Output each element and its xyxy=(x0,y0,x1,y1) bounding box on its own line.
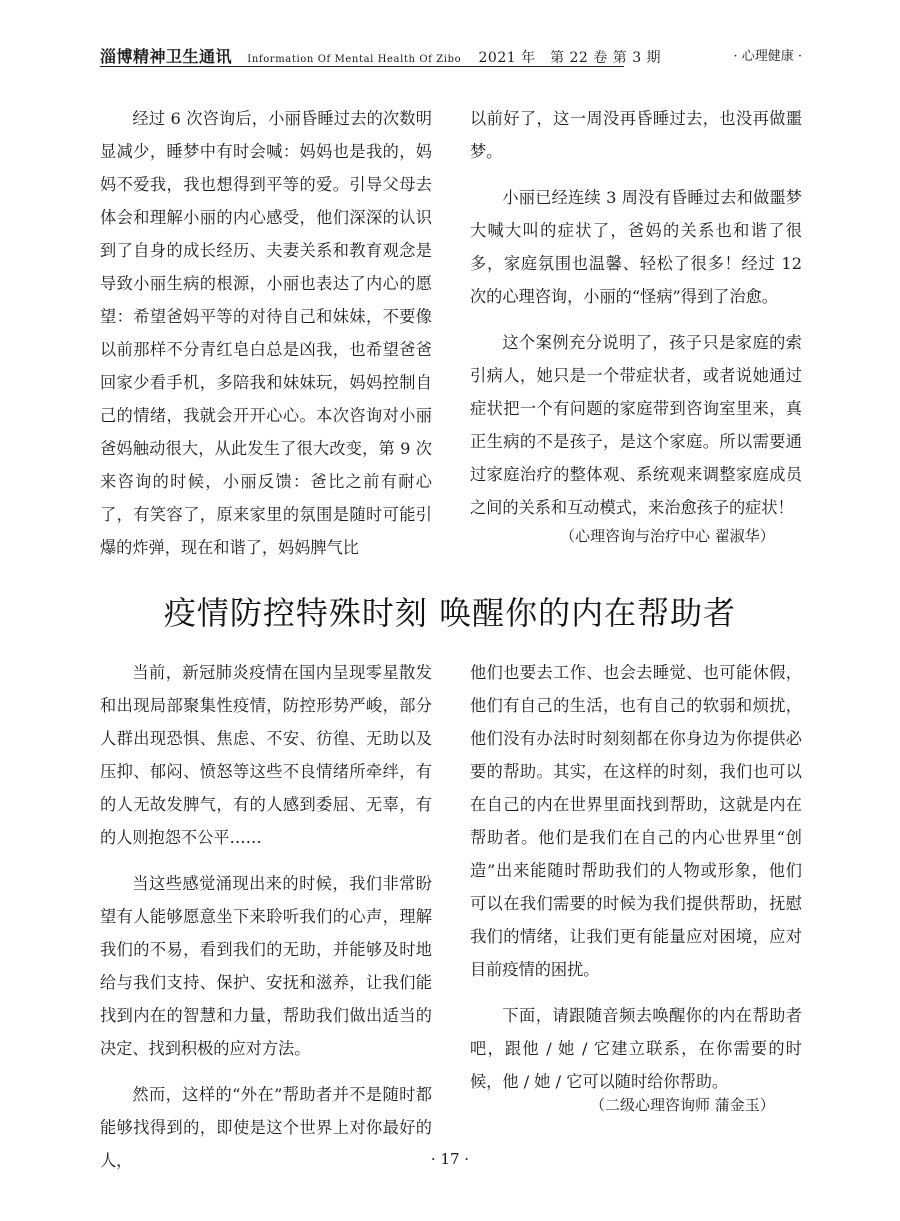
section-label: · 心理健康 · xyxy=(733,49,802,64)
paragraph: 以前好了，这一周没再昏睡过去，也没再做噩梦。 xyxy=(470,109,802,161)
article2-left-column xyxy=(100,656,432,1177)
paragraph: 当这些感觉涌现出来的时候，我们非常盼望有人能够愿意坐下来聆听我们的心声，理解我们的不易，看到我们的无助，并能够及时地给与我们支持、保护、安抚和滋养，让我们能找到内在的智慧和力量，帮助我们做出适当的决定、找到积极的应对方法。 xyxy=(100,874,432,1058)
header-rule xyxy=(100,66,624,67)
paragraph: 这个案例充分说明了，孩子只是家庭的索引病人，她只是一个带症状者，或者说她通过症状把一个有问题的家庭带到咨询室里来，真正生病的不是孩子，是这个家庭。所以需要通过家庭治疗的整体观、系统观来调整家庭成员之间的关系和互动模式，来治愈孩子的症状！ xyxy=(470,333,802,517)
running-header xyxy=(100,44,800,66)
paragraph: 经过 6 次咨询后，小丽昏睡过去的次数明显减少，睡梦中有时会喊：妈妈也是我的，妈妈不爱我，我也想得到平等的爱。引导父母去体会和理解小丽的内心感受，他们深深的认识到了自身的成长经历、夫妻关系和教育观念是导致小丽生病的根源，小丽也表达了内心的愿望：希望爸妈平等的对待自己和妹妹，不要像以前那样不分青红皂白总是凶我，也希望爸爸回家少看手机，多陪我和妹妹玩，妈妈控制自己的情绪，我就会开开心心。本次咨询对小丽爸妈触动很大，从此发生了很大改变，第 9 次来咨询的时候，小丽反馈：爸比之前有耐心了，有笑容了，原来家里的氛围是随时可能引爆的炸弹，现在和谐了，妈妈脾气比 xyxy=(100,109,432,557)
issue-info: 2021 年 第 22 卷 第 3 期 xyxy=(478,50,662,66)
paragraph: 下面，请跟随音频去唤醒你的内在帮助者吧，跟他 / 她 / 它建立联系，在你需要的时候，他 / 她 / 它可以随时给你帮助。 xyxy=(470,1006,802,1091)
journal-title: 淄博精神卫生通讯 xyxy=(100,47,233,66)
page-number: · 17 · xyxy=(430,1150,470,1168)
header-left xyxy=(100,44,661,67)
paragraph: 然而，这样的“外在”帮助者并不是随时都能够找得到的，即使是这个世界上对你最好的人， xyxy=(100,1085,432,1170)
article2-title: 疫情防控特殊时刻 唤醒你的内在帮助者 xyxy=(163,594,737,632)
paragraph: 他们也要去工作、也会去睡觉、也可能休假，他们有自己的生活，也有自己的软弱和烦扰，他们没有办法时时刻刻都在你身边为你提供必要的帮助。其实，在这样的时刻，我们也可以在自己的内在世界里面找到帮助，这就是内在帮助者。他们是我们在自己的内心世界里“创造”出来能随时帮助我们的人物或形象，他们可以在我们需要的时候为我们提供帮助，抚慰我们的情绪，让我们更有能量应对困境，应对目前疫情的困扰。 xyxy=(470,663,802,979)
paragraph: 当前，新冠肺炎疫情在国内呈现零星散发和出现局部聚集性疫情，防控形势严峻，部分人群出现恐惧、焦虑、不安、彷徨、无助以及压抑、郁闷、愤怒等这些不良情绪所牵绊，有的人无故发脾气，有的人感到委屈、无辜，有的人则抱怨不公平…… xyxy=(100,663,432,847)
article1-right-column xyxy=(470,102,802,524)
journal-english-title: Information Of Mental Health Of Zibo xyxy=(247,54,462,65)
article2-signature: （二级心理咨询师 蒲金玉） xyxy=(590,1096,775,1114)
article1-left-column xyxy=(100,102,432,564)
paragraph: 小丽已经连续 3 周没有昏睡过去和做噩梦大喊大叫的症状了，爸妈的关系也和谐了很多，家庭氛围也温馨、轻松了很多！经过 12 次的心理咨询，小丽的“怪病”得到了治愈。 xyxy=(470,188,802,306)
article2-right-column xyxy=(470,656,802,1098)
article1-signature: （心理咨询与治疗中心 翟淑华） xyxy=(560,527,775,545)
